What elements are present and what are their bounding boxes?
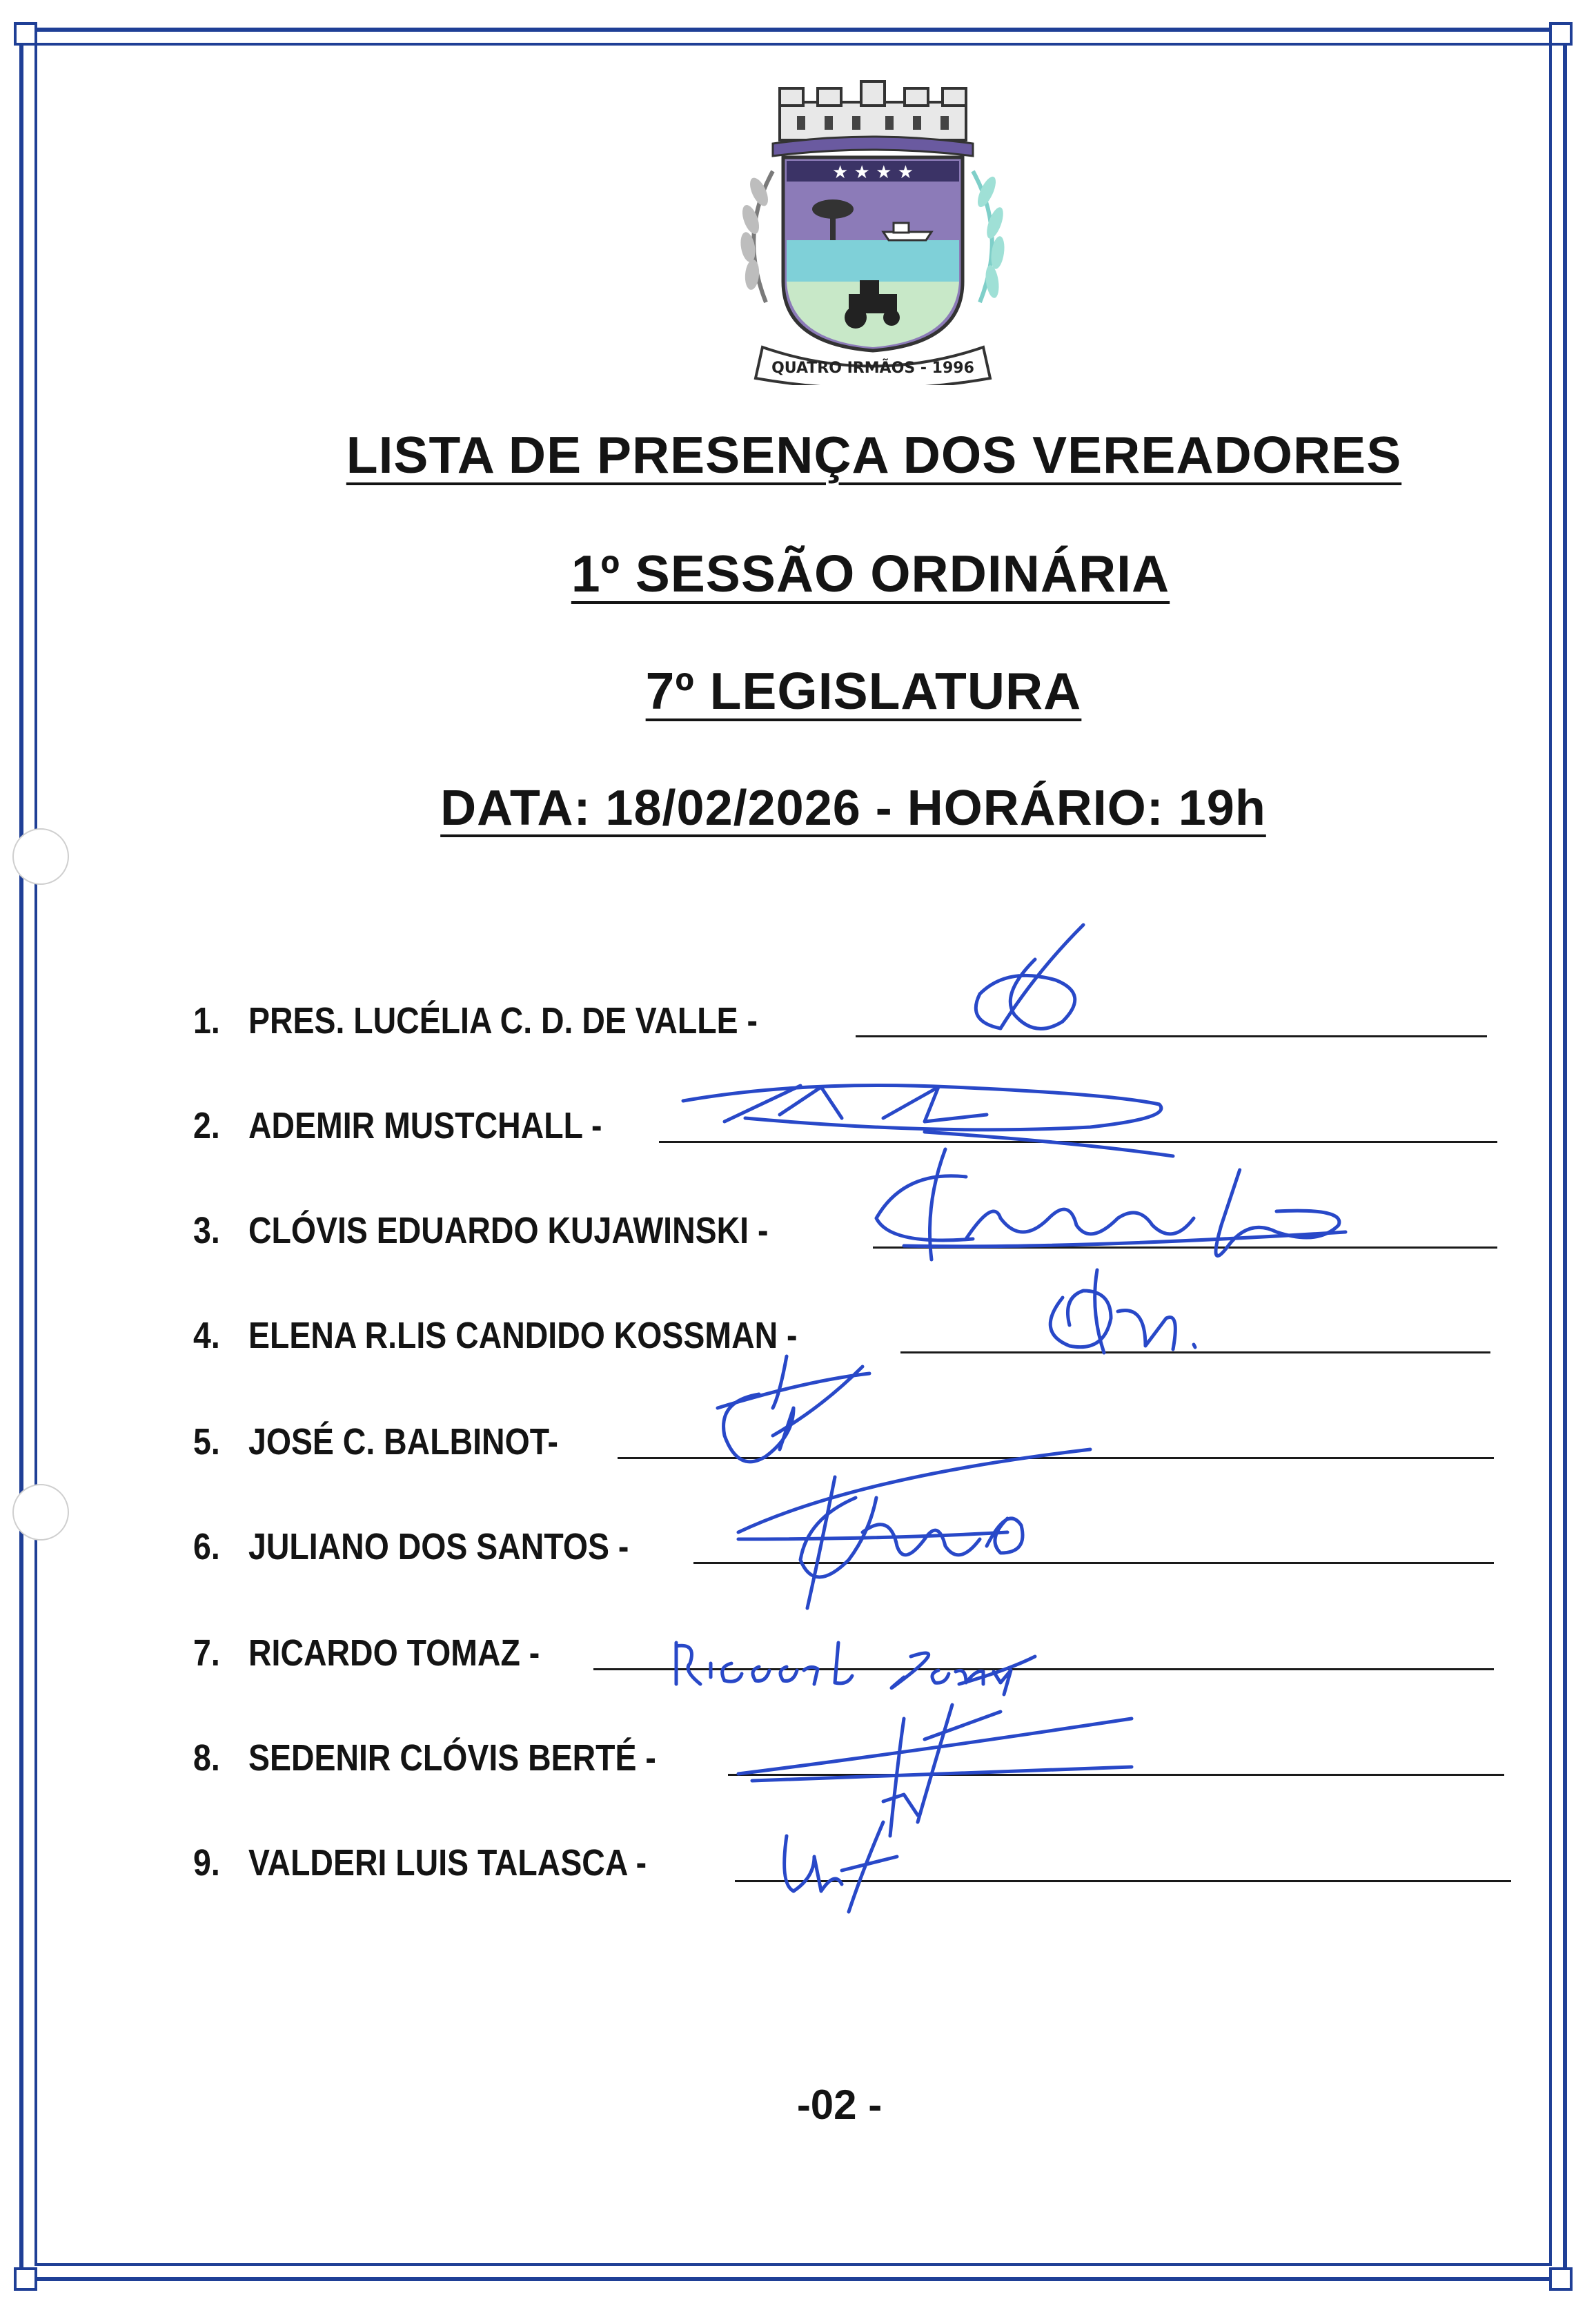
attendee-name: RICARDO TOMAZ -	[248, 1632, 540, 1674]
crest-banner-text: QUATRO IRMÃOS - 1996	[771, 360, 974, 377]
handwritten-signature-1	[952, 918, 1132, 1042]
legislature-row	[0, 661, 1596, 721]
attendee-number: 9.	[193, 1842, 220, 1884]
border-corner	[1549, 22, 1573, 46]
handwritten-signature-9	[766, 1815, 918, 1919]
attendee-row	[193, 1619, 587, 1674]
attendee-name: ELENA R.LIS CANDIDO KOSSMAN -	[248, 1315, 798, 1356]
punch-hole	[12, 828, 69, 885]
page-number-row	[0, 2081, 1596, 2129]
attendee-number: 5.	[193, 1421, 220, 1463]
attendee-row	[193, 1513, 691, 1568]
page-number: -02 -	[796, 2082, 883, 2128]
session-heading: 1º SESSÃO ORDINÁRIA	[571, 545, 1170, 603]
punch-hole	[12, 1484, 69, 1541]
crest-banner	[756, 347, 990, 385]
document-title: LISTA DE PRESENÇA DOS VEREADORES	[346, 426, 1402, 484]
attendee-name: JULIANO DOS SANTOS -	[248, 1526, 629, 1567]
border-corner	[14, 22, 37, 46]
attendee-row	[193, 1724, 722, 1779]
attendee-row	[193, 1092, 660, 1147]
handwritten-signature-4	[1028, 1256, 1221, 1360]
municipal-crest-emblem	[725, 75, 1021, 385]
session-row	[0, 544, 1596, 603]
attendee-number: 6.	[193, 1526, 220, 1567]
attendee-number: 3.	[193, 1210, 220, 1251]
attendee-name: ADEMIR MUSTCHALL -	[248, 1105, 602, 1146]
attendee-number: 8.	[193, 1737, 220, 1779]
leaf-branch-right	[973, 171, 1007, 302]
svg-text:★ ★ ★ ★: ★ ★ ★ ★	[831, 162, 914, 183]
attendee-name: CLÓVIS EDUARDO KUJAWINSKI -	[248, 1210, 769, 1251]
attendee-name: VALDERI LUIS TALASCA -	[248, 1842, 647, 1884]
attendee-name: PRES. LUCÉLIA C. D. DE VALLE -	[248, 1000, 758, 1042]
attendee-number: 4.	[193, 1315, 220, 1356]
attendee-number: 2.	[193, 1105, 220, 1146]
crest-shield	[783, 157, 963, 351]
legislature-heading: 7º LEGISLATURA	[645, 662, 1082, 720]
handwritten-signature-7	[662, 1629, 1049, 1698]
wheat-branch-left	[738, 171, 773, 302]
signature-line	[856, 1035, 1487, 1037]
attendee-row	[193, 1197, 853, 1252]
attendee-name: JOSÉ C. BALBINOT-	[248, 1421, 558, 1463]
attendee-row	[193, 1829, 711, 1884]
attendee-number: 1.	[193, 1000, 220, 1042]
crest-crown	[773, 81, 973, 156]
date-row	[0, 780, 1596, 837]
border-corner	[14, 2267, 37, 2291]
attendee-row	[193, 1302, 887, 1357]
border-corner	[1549, 2267, 1573, 2291]
attendee-row	[193, 1408, 609, 1463]
attendee-row	[193, 987, 840, 1042]
date-time-heading: DATA: 18/02/2026 - HORÁRIO: 19h	[440, 781, 1266, 836]
attendee-name: SEDENIR CLÓVIS BERTÉ -	[248, 1737, 656, 1779]
handwritten-signature-6	[718, 1436, 1104, 1622]
attendee-number: 7.	[193, 1632, 220, 1674]
document-title-row	[0, 425, 1596, 485]
